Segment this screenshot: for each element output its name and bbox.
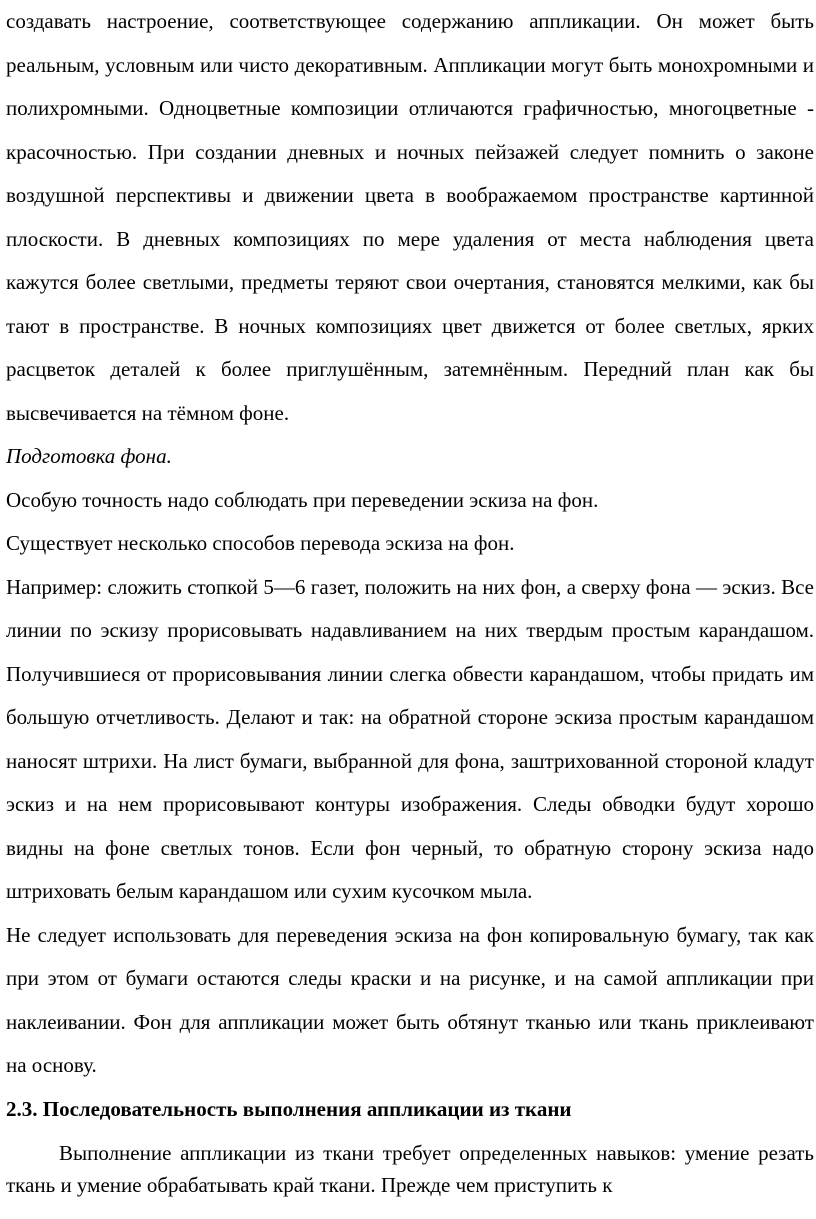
section-heading: 2.3. Последовательность выполнения аппликации из ткани — [6, 1096, 572, 1121]
body-paragraph: Выполнение аппликации из ткани требует определенных навыков: умение резать ткань и умение обрабатывать край ткани. Прежде чем приступить к — [6, 1141, 814, 1197]
body-paragraph: Существует несколько способов перевода эскиза на фон. — [6, 531, 515, 555]
body-paragraph: Не следует использовать для переведения эскиза на фон копировальную бумагу, так как при этом от бумаги остаются следы краски и на рисунке, и на самой аппликации при наклеивании. Фон для аппликации может быть обтянут тканью или ткань приклеивают на основу. — [6, 922, 814, 1077]
subheading: Подготовка фона. — [6, 444, 172, 468]
body-paragraph: Например: сложить стопкой 5—6 газет, положить на них фон, а сверху фона — эскиз. Все линии по эскизу прорисовывать надавливанием на них твердым простым карандашом. Получившиеся от прорисовывания линии слегка обвести карандашом, чтобы придать им большую отчетливость. Делают и так: на обратной стороне эскиза простым карандашом наносят штрихи. На лист бумаги, выбранной для фона, заштрихованной стороной кладут эскиз и на нем прорисовывают контуры изображения. Следы обводки будут хорошо видны на фоне светлых тонов. Если фон черный, то обратную сторону эскиза надо штриховать белым карандашом или сухим кусочком мыла. — [6, 574, 814, 903]
document-page — [6, 0, 814, 1201]
body-paragraph: Особую точность надо соблюдать при переведении эскиза на фон. — [6, 487, 599, 512]
body-paragraph: создавать настроение, соответствующее содержанию аппликации. Он может быть реальным, условным или чисто декоративным. Аппликации могут быть монохромными и полихромными. Одноцветные композиции отличаются графичностью, многоцветные - красочностью. При создании дневных и ночных пейзажей следует помнить о законе воздушной перспективы и движении цвета в воображаемом пространстве картинной плоскости. В дневных композициях по мере удаления от места наблюдения цвета кажутся более светлыми, предметы теряют свои очертания, становятся мелкими, как бы тают в пространстве. В ночных композициях цвет движется от более светлых, ярких расцветок деталей к более приглушённым, затемнённым. Передний план как бы высвечивается на тёмном фоне. — [6, 9, 814, 425]
